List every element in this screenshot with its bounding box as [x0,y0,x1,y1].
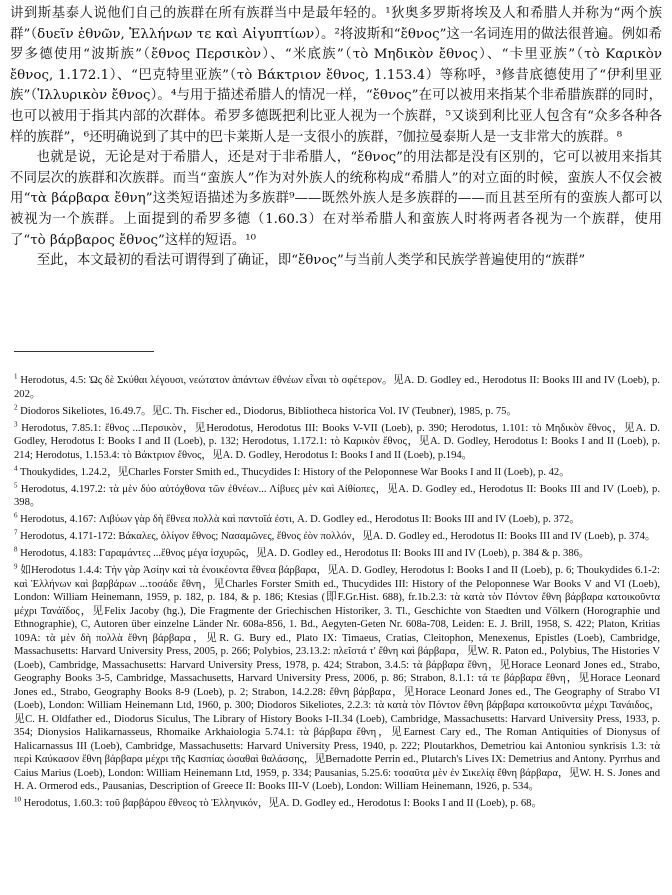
footnote-3 [14,419,660,463]
footnote-number: 4 [14,463,18,472]
footnote-1 [14,374,660,401]
footnotes [14,374,660,814]
footnote-number: 6 [14,511,18,520]
footnote-7 [14,530,660,544]
footnote-text: Diodoros Sikeliotes, 16.49.7。见C. Th. Fischer ed., Diodorus, Bibliotheca historica Vol. IV (Teubner), 1985, p. 75。 [20,405,518,417]
page-content [10,4,662,272]
footnote-text: Thoukydides, 1.24.2，见Charles Forster Smith ed., Thucydides I: History of the Peloponnese War Books I and II (Loeb), p. 42。 [19,466,570,478]
footnote-text: Herodotus, 4.183: Γαραμάντες ...ἔθνος μέγα ἰσχυρῶς，见A. D. Godley ed., Herodotus II: Books III and IV (Loeb), p. 384 & p. 386。 [20,548,590,559]
footnote-number: 10 [14,795,21,804]
body-text [10,4,662,272]
paragraph-3: 至此，本文最初的看法可谓得到了确证，即“ἔθνος”与当前人类学和民族学普遍使用的“族群” [36,253,586,269]
footnote-number: 1 [14,372,18,381]
footnote-number: 5 [14,480,18,489]
footnote-text: Herodotus, 1.60.3: τοῦ βαρβάρου ἔθνεος τὸ Ἑλληνικόν，见A. D. Godley ed., Herodotus I: Books I and II (Loeb), p. 68。 [23,798,543,809]
footnote-text: Herodotus, 7.85.1: ἔθνος ...Περσικὸν，见Herodotus, Herodotus III: Books V-VII (Loeb), p. 390; Herodotus, 1.101: τὸ Μηδικὸν ἔθνος，见A. D. Godley, Herodotus I: Books I and II (Loeb), p. 132; Herodotus, 1.172.1: τὸ Καρικὸν ἔθνος，见A. D. Godley, Herodotus I: Books I and II (Loeb), p. 214; Herodotus, 1.153.4: τὸ Βάκτριον ἔθνος，见A. D. Godley, Herodotus I: Books I and II (Loeb), p.194。 [14,422,660,461]
footnote-text: Herodotus, 4.197.2: τὰ μὲν δύο αὐτόχθονα τῶν ἐθνέων... Λίβυες μὲν καὶ Αἰθίοπες，见A. D. Godley ed., Herodotus II: Books III and IV (Loeb), p. 398。 [14,483,660,508]
footnote-text: Herodotus, 4.167: Λιβύων γὰρ δὴ ἔθνεα πολλὰ καὶ παντοῖά ἐστι, A. D. Godley ed., Herodotus II: Books III and IV (Loeb), p. 372。 [20,514,581,525]
footnote-number: 9 [14,562,18,571]
footnote-5 [14,480,660,510]
footnote-text: Herodotus, 4.171-172: Βάκαλες, ὀλίγον ἔθνος; Νασαμῶνες, ἔθνος ἐὸν πολλόν，见A. D. Godley ed., Herodotus II: Books III and IV (Loeb), p. 374。 [20,531,656,542]
footnote-10 [14,797,660,811]
footnote-9 [14,564,660,794]
paragraph-2: 也就是说，无论是对于希腊人，还是对于非希腊人，“ἔθνος”的用法都是没有区别的，它可以被用来指其不同层次的族群和次族群。而当“蛮族人”作为对外族人的统称构成“希腊人”的对立面的时候，蛮族人不仅会被用“τὰ βάρβαρα ἔθνη”这类短语描述为多族群⁹——既然外族人是多族群的——而且甚至所有的蛮族人都可以被视为一个族群。上面提到的希罗多德（1.60.3）在对举希腊人和蛮族人时将两者各视为一个族群，使用了“τὸ βάρβαρος ἔθνος”这样的短语。¹⁰ [10,150,662,248]
footnote-number: 7 [14,528,18,537]
footnote-6 [14,513,660,527]
footnote-text: Herodotus, 4.5: Ὡς δὲ Σκύθαι λέγουσι, νεώτατον ἁπάντων ἐθνέων εἶναι τὸ σφέτερον。见A. D. Godley ed., Herodotus II: Books III and IV (Loeb), p. 202。 [14,375,660,400]
footnote-2 [14,402,660,419]
footnote-text: 如Herodotus 1.4.4: Τὴν γὰρ Ἀσίην καὶ τὰ ἐνοικέοντα ἔθνεα βάρβαρα，见A. D. Godley, Herodotus I: Books I and II (Loeb), p. 6; Thoukydides 6.1-2: καὶ Ἑλλήνων καὶ βαρβάρων ...τοσάδε ἔθνη，见Charles Forster Smith ed., Thucydides III: History of the Peloponnese War Books V and VI (Loeb), London: William Heinemann, 1959, p. 182, p. 184, & p. 186; Ktesias (即F.Gr.Hist. 688), fr.1b.2.3: τὰ κατὰ τὸν Πόντον ἔθνη βάρβαρα κατοικοῦντα μέχρι Τανάϊδος，见Felix Jacoby (hg.), Die Fragmente der Griechischen Historiker, 3. Tl., Geschichte von Staedten und Völkern (Horographie und Ethnographie), C, Autoren über einzelne Länder Nr. 608a-856, 1. Bd., Aegyten-Geten Nr. 608a-708, Leiden: E. J. Brill, 1958, S. 422; Platon, Kritias 109A: τὰ μὲν δὴ πολλὰ ἔθνη βάρβαρα，见R. G. Bury ed., Plato IX: Timaeus, Cratias, Cleitophon, Menexenus, Epistles (Loeb), Cambridge, Massachusetts: Harvard University Press, 2005, p. 266; Polybios, 23.13.2: πλεῖστά τ' ἔθνη καὶ βάρβαρα，见W. R. Paton ed., Polybius, The Histories V (Loeb), Cambridge, Massachusetts: Harvard University Press, 1978, p. 424; Strabon, 3.4.5: τὰ βάρβαρα ἔθνη，见Horace Leonard Jones ed., Strabo, Geography Books 3-5, Cambridge, Massachusetts, Harvard University Press, 2006, p. 86; Strabon, 8.1.1: τά τε βάρβαρα ἔθνη，见Horace Leonard Jones ed., Strabo, Geography Books 8-9 (Loeb), p. 2; Strabon, 14.2.28: ἔθνη βάρβαρα，见Horace Leonard Jones ed., The Geography of Strabo VI (Loeb), London: William Heinemann Ltd, 1960, p. 300; Diodoros Sikeliotes, 2.2.3: τὰ κατὰ τὸν Πόντον ἔθνη βάρβαρα κατοικοῦντα μέχρι Τανάιδος，见C. H. Oldfather ed., Diodorus Siculus, The Library of History Books I-II.34 (Loeb), Cambridge, Massachusetts: Harvard University Press, 1933, p. 354; Dionysios Halikarnasseus, Rhomaike Arkhaiologia 5.74.1: τὰ βάρβαρα ἔθνη，见Earnest Cary ed., The Roman Antiquities of Dionysus of Halicarnassus III (Loeb), Cambridge, Massachusetts: Harvard University Press, 1940, p. 222; Ploutarkhos, Demetriou kai Antoniou synkrisis 1.3: τὰ περὶ Καύκασον ἔθνη βάρβαρα μέχρι τῆς Κασπίας ὡσαθαὶ θαλάσσης，见Bernadotte Perrin ed., Plutarch's Lives IX: Demetrius and Antony. Pyrrhus and Caius Marius (Loeb), London: William Heinemann Ltd, 1959, p. 334; Pausanias, 5.25.6: τοσαῦτα μὲν ἐν Σικελίᾳ ἔθνη βάρβαρα，见W. H. S. Jones and H. A. Ormerod eds., Pausanias, Description of Greece II: Books III-V (Loeb), London: William Heinemann, 1926, p. 534。 [14,565,660,792]
footnote-number: 2 [14,402,18,411]
footnote-number: 3 [14,419,18,428]
footnote-separator [14,351,154,352]
paragraph-1: 讲到斯基泰人说他们自己的族群在所有族群当中是最年轻的。¹狄奥多罗斯将埃及人和希腊人并称为“两个族群”（δυεῖν ἐθνῶν, Ἑλλήνων τε καὶ Αἰγυπτίων）。²将波斯和“ἔθνος”这一名词连用的做法很普遍。例如希罗多德使用“波斯族”（ἔθνος Περσικὸν）、“米底族”（τὸ Μηδικὸν ἔθνος）、“卡里亚族”（τὸ Καρικὸν ἔθνος, 1.172.1）、“巴克特里亚族”（τὸ Βάκτριον ἔθνος, 1.153.4）等称呼，³修昔底德使用了“伊利里亚族”（Ἰλλυρικὸν ἔθνος）。⁴与用于描述希腊人的情况一样，“ἔθνος”在可以被用来指某个非希腊族群的同时，也可以被用于指其内部的次群体。希罗多德既把利比亚人视为一个族群，⁵又谈到利比亚人包含有“众多各种各样的族群”，⁶还明确说到了其中的巴卡莱斯人是一支很小的族群，⁷伽拉曼泰斯人是一支非常大的族群。⁸ [10,6,662,145]
footnote-4 [14,463,660,480]
footnote-8 [14,547,660,561]
footnote-number: 8 [14,545,18,554]
